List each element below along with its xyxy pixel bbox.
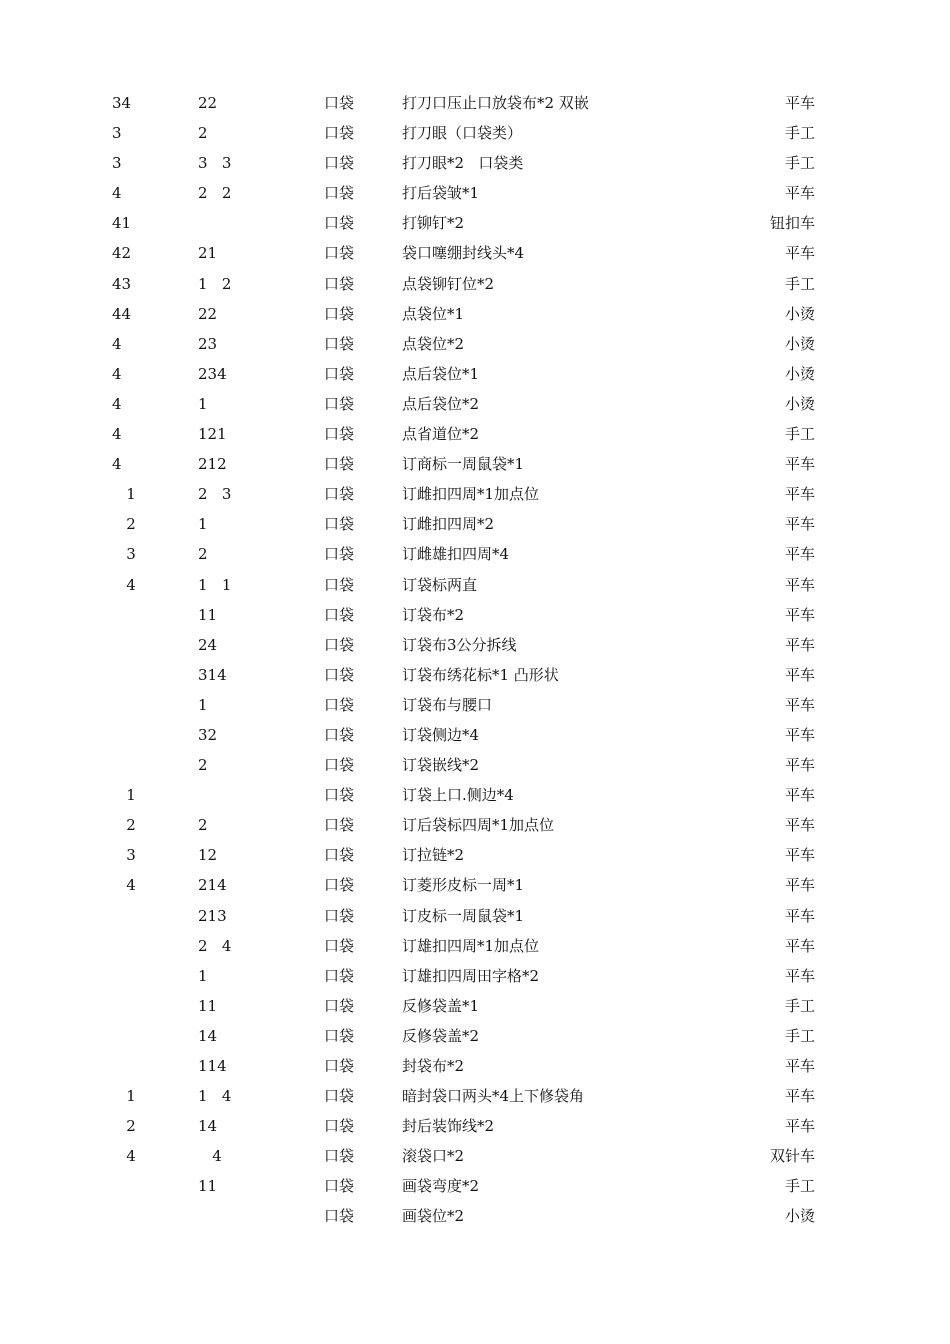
code-cell: 1 (198, 515, 208, 534)
part-cell: 口袋 (324, 786, 355, 805)
table-row (0, 299, 950, 329)
equipment-cell: 平车 (784, 515, 815, 534)
table-row (0, 630, 950, 660)
table-row (0, 359, 950, 389)
code-cell: 1 1 (198, 575, 232, 594)
part-cell: 口袋 (324, 876, 355, 895)
operation-cell: 订袋布*2 (402, 605, 465, 624)
table-row (0, 840, 950, 870)
part-cell: 口袋 (324, 394, 355, 413)
table-row (0, 750, 950, 780)
operation-cell: 订雄扣四周*1加点位 (402, 936, 540, 955)
code-cell: 22 (198, 94, 218, 112)
code-cell: 314 (198, 665, 227, 684)
equipment-cell: 平车 (784, 455, 815, 474)
part-cell: 口袋 (324, 244, 355, 263)
part-cell: 口袋 (324, 485, 355, 504)
code-cell: 2 (198, 816, 208, 835)
code-cell: 2 4 (198, 936, 232, 955)
operation-cell: 订雌扣四周*1加点位 (402, 485, 540, 504)
table-row (0, 810, 950, 840)
equipment-cell: 平车 (784, 1117, 815, 1136)
equipment-cell: 平车 (784, 1087, 815, 1106)
index-cell: 4 (112, 364, 122, 383)
index-cell: 3 (112, 154, 122, 173)
operation-cell: 打刀眼（口袋类） (402, 124, 523, 143)
code-cell: 1 (198, 695, 208, 714)
index-cell: 4 (112, 394, 122, 413)
part-cell: 口袋 (324, 605, 355, 624)
part-cell: 口袋 (324, 274, 355, 293)
index-cell: 1 (112, 786, 136, 805)
part-cell: 口袋 (324, 906, 355, 925)
index-cell: 2 (112, 1117, 136, 1136)
part-cell: 口袋 (324, 1117, 355, 1136)
index-cell: 2 (112, 515, 136, 534)
code-cell: 234 (198, 364, 227, 383)
equipment-cell: 平车 (784, 756, 815, 775)
code-cell: 2 2 (198, 184, 232, 203)
table-row (0, 389, 950, 419)
part-cell: 口袋 (324, 214, 355, 233)
operation-cell: 点袋铆钉位*2 (402, 274, 495, 293)
operation-cell: 订袋布绣花标*1 凸形状 (402, 665, 559, 684)
operation-cell: 袋口噻绷封线头*4 (402, 244, 525, 263)
operation-cell: 封袋布*2 (402, 1057, 465, 1075)
index-cell: 43 (112, 274, 132, 293)
part-cell: 口袋 (324, 124, 355, 143)
part-cell: 口袋 (324, 725, 355, 744)
operation-cell: 订皮标一周鼠袋*1 (402, 906, 525, 925)
code-cell: 212 (198, 455, 227, 474)
part-cell: 口袋 (324, 1087, 355, 1106)
table-row (0, 509, 950, 539)
code-cell: 21 (198, 244, 218, 263)
equipment-cell: 平车 (784, 184, 815, 203)
table-row (0, 780, 950, 810)
table-row (0, 1051, 950, 1081)
equipment-cell: 钮扣车 (769, 214, 815, 233)
part-cell: 口袋 (324, 575, 355, 594)
operation-cell: 打刀口压止口放袋布*2 双嵌 (402, 94, 589, 112)
table-row (0, 720, 950, 750)
code-cell: 1 4 (198, 1087, 232, 1106)
table-row (0, 690, 950, 720)
equipment-cell: 平车 (784, 906, 815, 925)
equipment-cell: 小烫 (784, 1207, 815, 1226)
operation-cell: 订雄扣四周田字格*2 (402, 966, 540, 985)
code-cell: 2 3 (198, 485, 232, 504)
table-row (0, 660, 950, 690)
part-cell: 口袋 (324, 455, 355, 474)
equipment-cell: 平车 (784, 786, 815, 805)
part-cell: 口袋 (324, 364, 355, 383)
part-cell: 口袋 (324, 1147, 355, 1166)
index-cell: 3 (112, 124, 122, 143)
table-row (0, 570, 950, 600)
table-row (0, 1141, 950, 1171)
equipment-cell: 平车 (784, 846, 815, 865)
part-cell: 口袋 (324, 184, 355, 203)
part-cell: 口袋 (324, 996, 355, 1015)
part-cell: 口袋 (324, 846, 355, 865)
operation-cell: 画袋位*2 (402, 1207, 465, 1226)
part-cell: 口袋 (324, 816, 355, 835)
equipment-cell: 手工 (784, 1026, 815, 1045)
equipment-cell: 小烫 (784, 304, 815, 323)
equipment-cell: 双针车 (769, 1147, 815, 1166)
operations-table (0, 88, 950, 1232)
code-cell: 3 3 (198, 154, 232, 173)
part-cell: 口袋 (324, 1057, 355, 1075)
part-cell: 口袋 (324, 1026, 355, 1045)
operation-cell: 订拉链*2 (402, 846, 465, 865)
equipment-cell: 手工 (784, 124, 815, 143)
table-row (0, 1021, 950, 1051)
equipment-cell: 手工 (784, 425, 815, 444)
operation-cell: 画袋弯度*2 (402, 1177, 480, 1196)
table-row (0, 1201, 950, 1231)
code-cell: 14 (198, 1026, 218, 1045)
table-row (0, 269, 950, 299)
operation-cell: 打刀眼*2 口袋类 (402, 154, 524, 173)
part-cell: 口袋 (324, 545, 355, 564)
equipment-cell: 手工 (784, 274, 815, 293)
equipment-cell: 平车 (784, 635, 815, 654)
table-row (0, 208, 950, 238)
part-cell: 口袋 (324, 1177, 355, 1196)
index-cell: 1 (112, 485, 136, 504)
operation-cell: 订袋上口.侧边*4 (402, 786, 514, 805)
table-row (0, 1081, 950, 1111)
operation-cell: 点袋位*2 (402, 334, 465, 353)
index-cell: 4 (112, 455, 122, 474)
table-row (0, 901, 950, 931)
part-cell: 口袋 (324, 334, 355, 353)
table-row (0, 88, 950, 118)
operation-cell: 暗封袋口两头*4上下修袋角 (402, 1087, 585, 1106)
equipment-cell: 平车 (784, 936, 815, 955)
equipment-cell: 平车 (784, 485, 815, 504)
part-cell: 口袋 (324, 966, 355, 985)
operation-cell: 点省道位*2 (402, 425, 480, 444)
table-row (0, 600, 950, 630)
operation-cell: 订袋标两直 (402, 575, 478, 594)
equipment-cell: 平车 (784, 695, 815, 714)
equipment-cell: 平车 (784, 665, 815, 684)
index-cell: 4 (112, 425, 122, 444)
part-cell: 口袋 (324, 1207, 355, 1226)
code-cell: 1 2 (198, 274, 232, 293)
index-cell: 3 (112, 846, 136, 865)
code-cell: 1 (198, 394, 208, 413)
table-row (0, 449, 950, 479)
equipment-cell: 小烫 (784, 334, 815, 353)
table-row (0, 329, 950, 359)
table-row (0, 1111, 950, 1141)
code-cell: 22 (198, 304, 218, 323)
part-cell: 口袋 (324, 154, 355, 173)
table-row (0, 539, 950, 569)
table-row (0, 178, 950, 208)
equipment-cell: 小烫 (784, 364, 815, 383)
part-cell: 口袋 (324, 695, 355, 714)
operation-cell: 打铆钉*2 (402, 214, 465, 233)
table-row (0, 148, 950, 178)
index-cell: 4 (112, 334, 122, 353)
table-row (0, 961, 950, 991)
operation-cell: 点后袋位*2 (402, 394, 480, 413)
index-cell: 42 (112, 244, 132, 263)
equipment-cell: 平车 (784, 244, 815, 263)
equipment-cell: 手工 (784, 996, 815, 1015)
code-cell: 213 (198, 906, 227, 925)
index-cell: 4 (112, 184, 122, 203)
table-row (0, 479, 950, 509)
table-row (0, 419, 950, 449)
operation-cell: 订雌扣四周*2 (402, 515, 495, 534)
code-cell: 2 (198, 545, 208, 564)
operation-cell: 点袋位*1 (402, 304, 465, 323)
equipment-cell: 平车 (784, 725, 815, 744)
equipment-cell: 平车 (784, 545, 815, 564)
operation-cell: 订袋嵌线*2 (402, 756, 480, 775)
code-cell: 23 (198, 334, 218, 353)
code-cell: 4 (198, 1147, 222, 1166)
part-cell: 口袋 (324, 515, 355, 534)
part-cell: 口袋 (324, 304, 355, 323)
code-cell: 121 (198, 425, 227, 444)
equipment-cell: 平车 (784, 575, 815, 594)
code-cell: 11 (198, 996, 218, 1015)
equipment-cell: 手工 (784, 1177, 815, 1196)
code-cell: 24 (198, 635, 218, 654)
index-cell: 4 (112, 575, 136, 594)
equipment-cell: 平车 (784, 966, 815, 985)
table-row (0, 1171, 950, 1201)
operation-cell: 订商标一周鼠袋*1 (402, 455, 525, 474)
equipment-cell: 平车 (784, 94, 815, 112)
part-cell: 口袋 (324, 756, 355, 775)
table-row (0, 870, 950, 900)
index-cell: 41 (112, 214, 132, 233)
code-cell: 11 (198, 1177, 218, 1196)
equipment-cell: 小烫 (784, 394, 815, 413)
index-cell: 2 (112, 816, 136, 835)
equipment-cell: 平车 (784, 876, 815, 895)
code-cell: 2 (198, 124, 208, 143)
operation-cell: 订袋布3公分拆线 (402, 635, 517, 654)
equipment-cell: 平车 (784, 605, 815, 624)
code-cell: 11 (198, 605, 218, 624)
operation-cell: 滚袋口*2 (402, 1147, 465, 1166)
operation-cell: 订后袋标四周*1加点位 (402, 816, 555, 835)
operation-cell: 打后袋皱*1 (402, 184, 480, 203)
operation-cell: 订菱形皮标一周*1 (402, 876, 525, 895)
operation-cell: 反修袋盖*1 (402, 996, 480, 1015)
code-cell: 14 (198, 1117, 218, 1136)
code-cell: 2 (198, 756, 208, 775)
code-cell: 114 (198, 1057, 227, 1075)
operation-cell: 反修袋盖*2 (402, 1026, 480, 1045)
index-cell: 4 (112, 876, 136, 895)
part-cell: 口袋 (324, 635, 355, 654)
index-cell: 34 (112, 94, 132, 112)
equipment-cell: 平车 (784, 1057, 815, 1075)
table-row (0, 118, 950, 148)
table-row (0, 238, 950, 268)
operation-cell: 点后袋位*1 (402, 364, 480, 383)
code-cell: 214 (198, 876, 227, 895)
code-cell: 32 (198, 725, 218, 744)
part-cell: 口袋 (324, 936, 355, 955)
index-cell: 44 (112, 304, 132, 323)
equipment-cell: 手工 (784, 154, 815, 173)
code-cell: 1 (198, 966, 208, 985)
table-row (0, 991, 950, 1021)
index-cell: 1 (112, 1087, 136, 1106)
operation-cell: 订雌雄扣四周*4 (402, 545, 510, 564)
operation-cell: 订袋侧边*4 (402, 725, 480, 744)
part-cell: 口袋 (324, 665, 355, 684)
code-cell: 12 (198, 846, 218, 865)
table-row (0, 931, 950, 961)
index-cell: 3 (112, 545, 136, 564)
part-cell: 口袋 (324, 94, 355, 112)
operation-cell: 订袋布与腰口 (402, 695, 493, 714)
index-cell: 4 (112, 1147, 136, 1166)
equipment-cell: 平车 (784, 816, 815, 835)
part-cell: 口袋 (324, 425, 355, 444)
operation-cell: 封后装饰线*2 (402, 1117, 495, 1136)
